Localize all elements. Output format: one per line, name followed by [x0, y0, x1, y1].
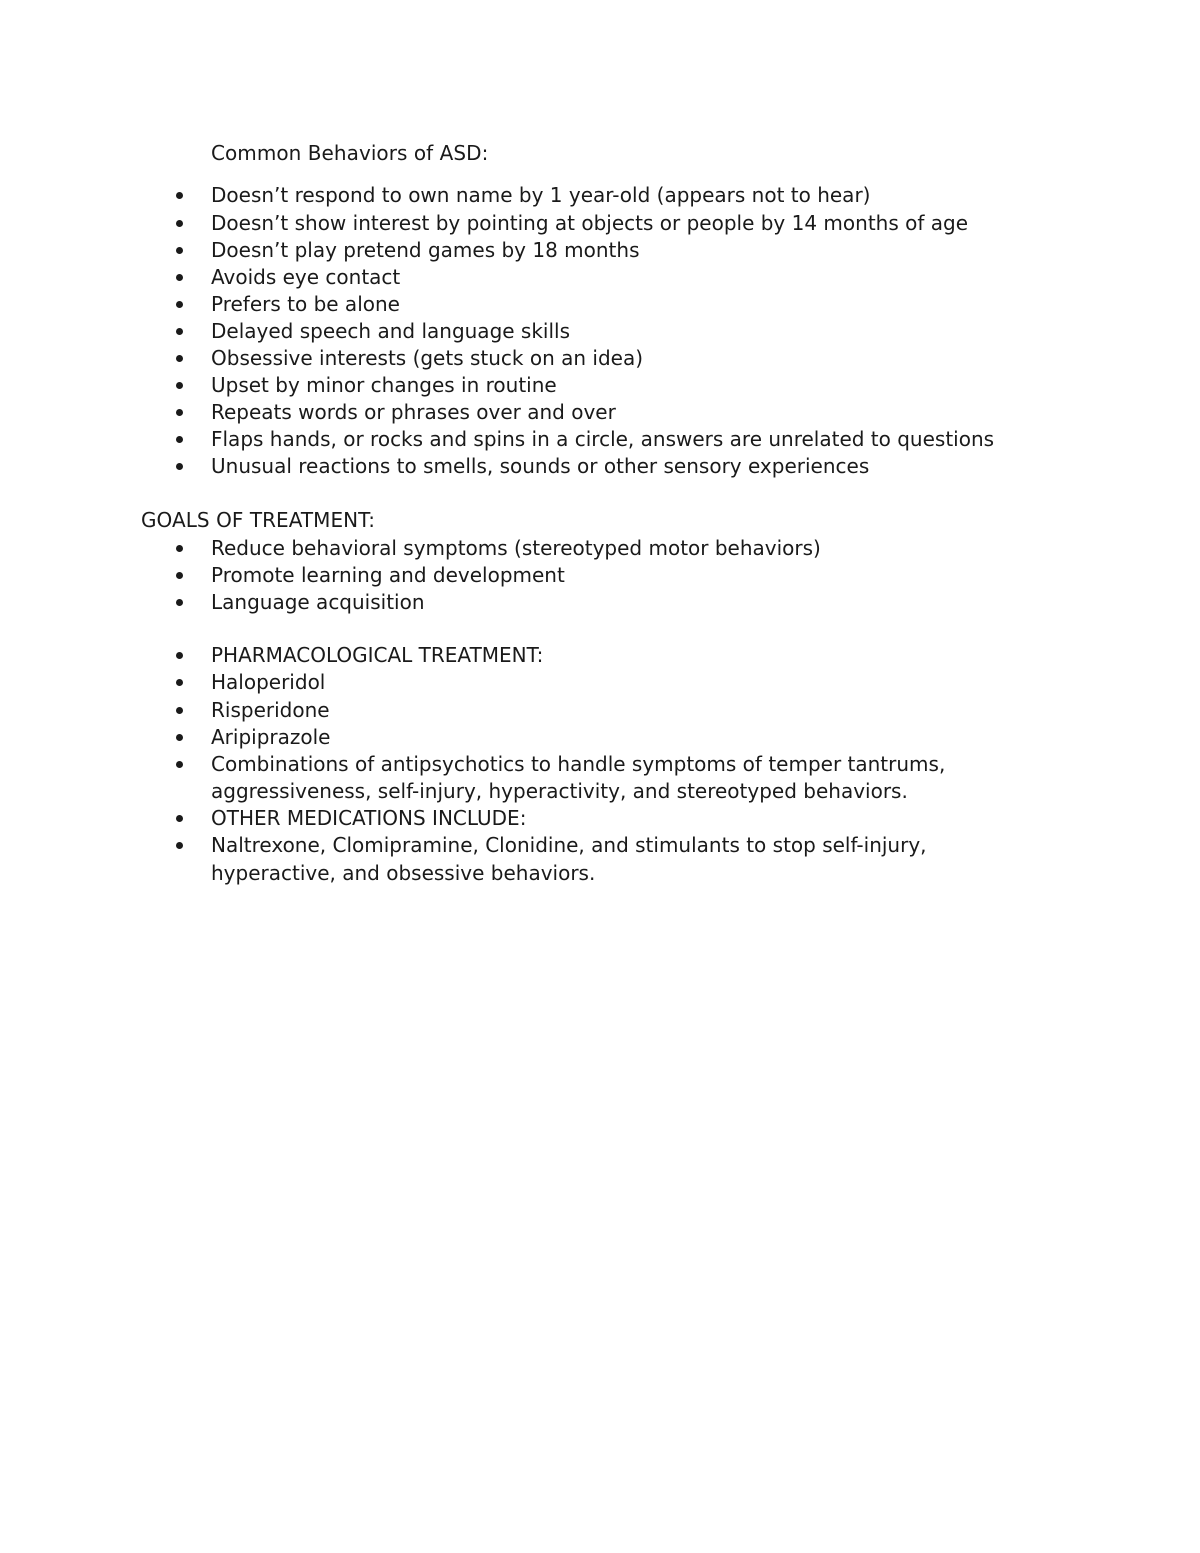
- bullet-icon: [176, 274, 183, 281]
- bullet-icon: [176, 409, 183, 416]
- list-item: Language acquisition: [211, 590, 425, 614]
- bullet-icon: [176, 679, 183, 686]
- bullet-icon: [176, 463, 183, 470]
- list-item: Risperidone: [211, 698, 330, 722]
- bullet-icon: [176, 382, 183, 389]
- bullet-icon: [176, 707, 183, 714]
- bullet-icon: [176, 652, 183, 659]
- bullet-icon: [176, 328, 183, 335]
- list-item: Doesn’t respond to own name by 1 year-old (appears not to hear): [211, 183, 871, 207]
- list-item: OTHER MEDICATIONS INCLUDE:: [211, 806, 527, 830]
- list-item: Aripiprazole: [211, 725, 331, 749]
- bullet-icon: [176, 436, 183, 443]
- list-item: Unusual reactions to smells, sounds or other sensory experiences: [211, 454, 870, 478]
- bullet-icon: [176, 734, 183, 741]
- bullet-icon: [176, 247, 183, 254]
- behaviors-heading: Common Behaviors of ASD:: [211, 141, 489, 165]
- list-item: Flaps hands, or rocks and spins in a circle, answers are unrelated to questions: [211, 427, 995, 451]
- bullet-icon: [176, 572, 183, 579]
- bullet-icon: [176, 842, 183, 849]
- bullet-icon: [176, 220, 183, 227]
- list-item: Obsessive interests (gets stuck on an idea): [211, 346, 644, 370]
- bullet-icon: [176, 355, 183, 362]
- list-item: Repeats words or phrases over and over: [211, 400, 616, 424]
- list-item: Prefers to be alone: [211, 292, 400, 316]
- bullet-icon: [176, 815, 183, 822]
- list-item: Avoids eye contact: [211, 265, 401, 289]
- bullet-icon: [176, 192, 183, 199]
- bullet-icon: [176, 301, 183, 308]
- list-item: Delayed speech and language skills: [211, 319, 571, 343]
- list-item: Combinations of antipsychotics to handle symptoms of temper tantrums,: [211, 752, 946, 776]
- bullet-icon: [176, 599, 183, 606]
- list-item-continuation: hyperactive, and obsessive behaviors.: [211, 861, 596, 885]
- list-item: Haloperidol: [211, 670, 326, 694]
- list-item: PHARMACOLOGICAL TREATMENT:: [211, 643, 544, 667]
- bullet-icon: [176, 761, 183, 768]
- list-item: Doesn’t show interest by pointing at objects or people by 14 months of age: [211, 211, 969, 235]
- list-item: Naltrexone, Clomipramine, Clonidine, and stimulants to stop self-injury,: [211, 833, 927, 857]
- goals-heading: GOALS OF TREATMENT:: [141, 508, 376, 532]
- list-item: Promote learning and development: [211, 563, 565, 587]
- list-item: Upset by minor changes in routine: [211, 373, 557, 397]
- list-item: Doesn’t play pretend games by 18 months: [211, 238, 640, 262]
- list-item: Reduce behavioral symptoms (stereotyped motor behaviors): [211, 536, 821, 560]
- bullet-icon: [176, 545, 183, 552]
- list-item-continuation: aggressiveness, self-injury, hyperactivity, and stereotyped behaviors.: [211, 779, 908, 803]
